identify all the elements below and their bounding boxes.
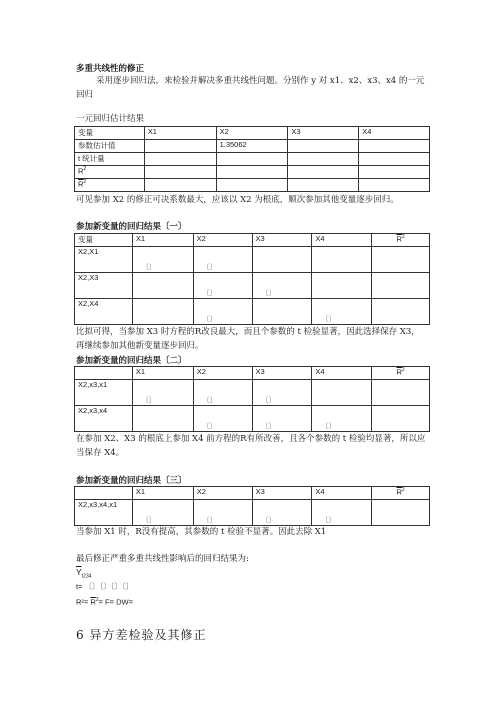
table-row <box>75 166 430 179</box>
header-cell: X2 <box>193 487 252 500</box>
paren-placeholder: 〔〕 <box>261 517 276 524</box>
cell <box>193 299 252 325</box>
heading-regression-1: 参加新变量的回归结果〔一〕 <box>76 222 187 232</box>
section-6-title: 6 异方差检验及其修正 <box>76 628 207 642</box>
row-label: X2,X1 <box>75 247 133 273</box>
cell <box>252 273 312 299</box>
table-regression-2 <box>74 366 430 432</box>
heading-regression-2: 参加新变量的回归结果〔二〕 <box>76 356 187 366</box>
note-3-line-2: 当保存 X4。 <box>76 448 125 458</box>
cell <box>193 380 252 406</box>
header-cell: X1 <box>132 234 193 247</box>
heading-regression-3: 参加新变量的回归结果〔三〕 <box>76 476 187 486</box>
header-cell <box>75 367 133 380</box>
table-regression-3 <box>74 486 430 526</box>
header-cell: X3 <box>252 234 312 247</box>
cell <box>372 500 430 526</box>
cell <box>288 140 359 153</box>
table-row <box>75 380 430 406</box>
table1-caption: 一元回归估计结果 <box>76 114 145 124</box>
cell <box>359 179 430 192</box>
paren-placeholder: 〔〕 <box>202 290 217 297</box>
row-label: X2,X3 <box>75 273 133 299</box>
header-cell: X2 <box>216 127 288 140</box>
cell <box>372 273 430 299</box>
header-cell: X3 <box>288 127 359 140</box>
cell <box>144 153 216 166</box>
row-label: 参数估计值 <box>75 140 145 153</box>
cell <box>372 247 430 273</box>
cell <box>193 500 252 526</box>
cell-x2-estimate: 1.35062 <box>216 140 288 153</box>
cell <box>132 380 193 406</box>
r-bar-symbol: $\overline{R}$ <box>396 234 402 244</box>
final-t-values: t= 〔〕〔〕〔〕〔〕 <box>76 582 134 591</box>
cell <box>132 247 193 273</box>
paren-placeholder: 〔〕 <box>141 517 156 524</box>
intro-line-1: 采用逐步回归法，来检验并解决多重共线性问题。分别作 y 对 x1、x2、x3、x4 的一元 <box>96 76 425 86</box>
header-cell: X2 <box>193 234 252 247</box>
note-4: 当参加 X1 时，R没有提高，其参数的 t 检验不显著。因此去除 X1 <box>76 527 327 537</box>
note-2-text: 比拟可得，当参加 X3 时方程的R改良最大，而且个参数的 t 检验显著，因此选择保存 X3， <box>76 327 420 337</box>
table-regression-1 <box>74 233 430 325</box>
paren-placeholder: 〔〕 <box>321 316 336 323</box>
table-row <box>75 153 430 166</box>
table-row <box>75 487 430 500</box>
paren-placeholder: 〔〕 <box>261 397 276 404</box>
paren-placeholder: 〔〕 <box>321 423 336 430</box>
r-bar-symbol: $\overline{R}$ <box>396 367 402 377</box>
final-stats: $R^2= \overline{R}^2= F= DW=$ <box>76 597 133 607</box>
cell <box>216 166 288 179</box>
cell <box>132 406 193 432</box>
intro-line-2: 回归 <box>76 90 94 100</box>
row-label-r2: $R^2$ <box>75 166 145 179</box>
header-cell-r2-adjusted: $\overline{R}^2$ <box>372 487 430 500</box>
row-label: X2,X4 <box>75 299 133 325</box>
header-cell: X4 <box>312 367 372 380</box>
header-cell <box>75 487 133 500</box>
note-1: 可见参加 X2 的修正可决系数最大，应该以 X2 为根底，顺次参加其他变量逐步回归。 <box>76 195 399 205</box>
cell <box>359 140 430 153</box>
header-cell: X4 <box>312 487 372 500</box>
paren-placeholder: 〔〕 <box>141 264 156 271</box>
header-cell: 变量 <box>75 234 133 247</box>
header-cell: X1 <box>132 367 193 380</box>
table-univariate <box>74 126 430 192</box>
header-cell: X4 <box>312 234 372 247</box>
cell <box>132 273 193 299</box>
note-2-line-2: 再继续参加其他新变量逐步回归。 <box>76 341 204 351</box>
cell <box>144 179 216 192</box>
paren-placeholder: 〔〕 <box>202 264 217 271</box>
cell <box>216 153 288 166</box>
cell <box>288 166 359 179</box>
header-cell: X3 <box>252 487 312 500</box>
cell <box>312 299 372 325</box>
table-row <box>75 247 430 273</box>
y-hat-symbol: $\overline{Y}$ <box>76 567 82 577</box>
cell <box>252 380 312 406</box>
final-f-dw-label: = F= DW= <box>98 597 133 607</box>
table-row <box>75 406 430 432</box>
cell <box>252 299 312 325</box>
header-cell-r2-adjusted: $\overline{R}^2$ <box>372 234 430 247</box>
table-row <box>75 367 430 380</box>
cell <box>359 153 430 166</box>
paren-placeholder: 〔〕 <box>202 397 217 404</box>
header-cell: X1 <box>144 127 216 140</box>
cell <box>132 500 193 526</box>
header-cell-r2-adjusted: $\overline{R}^2$ <box>372 367 430 380</box>
cell <box>312 380 372 406</box>
table-row <box>75 500 430 526</box>
heading-main: 多重共线性的修正 <box>76 64 145 74</box>
table-row <box>75 273 430 299</box>
y-subscript: t234 <box>81 573 92 580</box>
table-row <box>75 140 430 153</box>
row-label: X2,x3,x4 <box>75 406 133 432</box>
table-row <box>75 299 430 325</box>
final-r2-label: R²= <box>76 597 89 607</box>
paren-placeholder: 〔〕 <box>321 517 336 524</box>
r-bar-symbol: $\overline{R}$ <box>78 179 84 189</box>
cell <box>312 406 372 432</box>
header-cell: X2 <box>193 367 252 380</box>
cell <box>288 179 359 192</box>
table-row <box>75 127 430 140</box>
cell <box>193 273 252 299</box>
header-cell: X3 <box>252 367 312 380</box>
paren-placeholder: 〔〕 <box>261 290 276 297</box>
cell <box>132 299 193 325</box>
r-bar-symbol: $\overline{R}$ <box>396 487 402 497</box>
cell <box>216 179 288 192</box>
cell <box>193 247 252 273</box>
cell <box>372 299 430 325</box>
cell <box>312 273 372 299</box>
cell <box>144 140 216 153</box>
cell <box>193 406 252 432</box>
header-cell: X4 <box>359 127 430 140</box>
cell <box>372 380 430 406</box>
r-symbol: R <box>78 166 84 176</box>
r-bar-symbol: $\overline{R}$ <box>90 597 96 607</box>
cell <box>312 500 372 526</box>
paren-placeholder: 〔〕 <box>202 316 217 323</box>
cell <box>359 166 430 179</box>
cell <box>288 153 359 166</box>
cell <box>312 247 372 273</box>
note-3-line-1: 在参加 X2、X3 的根底上参加 X4 前方程的R有所改善，且各个参数的 t 检验均显著，所以应 <box>76 434 426 444</box>
paren-placeholder: 〔〕 <box>202 517 217 524</box>
table-row <box>75 179 430 192</box>
cell <box>252 247 312 273</box>
table-row <box>75 234 430 247</box>
paren-placeholder: 〔〕 <box>261 423 276 430</box>
row-label-r2-adjusted: $\overline{R}^2$ <box>75 179 145 192</box>
header-cell: X1 <box>132 487 193 500</box>
final-intro: 最后修正严重多重共线性影响后的回归结果为: <box>76 554 249 564</box>
row-label: X2,x3,x4,x1 <box>75 500 133 526</box>
header-cell: 变量 <box>75 127 145 140</box>
row-label: t 统计量 <box>75 153 145 166</box>
paren-placeholder: 〔〕 <box>141 397 156 404</box>
row-label: X2,x3,x1 <box>75 380 133 406</box>
cell <box>144 166 216 179</box>
cell <box>252 406 312 432</box>
note-2-line-1 <box>76 326 420 339</box>
paren-placeholder: 〔〕 <box>202 423 217 430</box>
cell <box>252 500 312 526</box>
cell <box>372 406 430 432</box>
